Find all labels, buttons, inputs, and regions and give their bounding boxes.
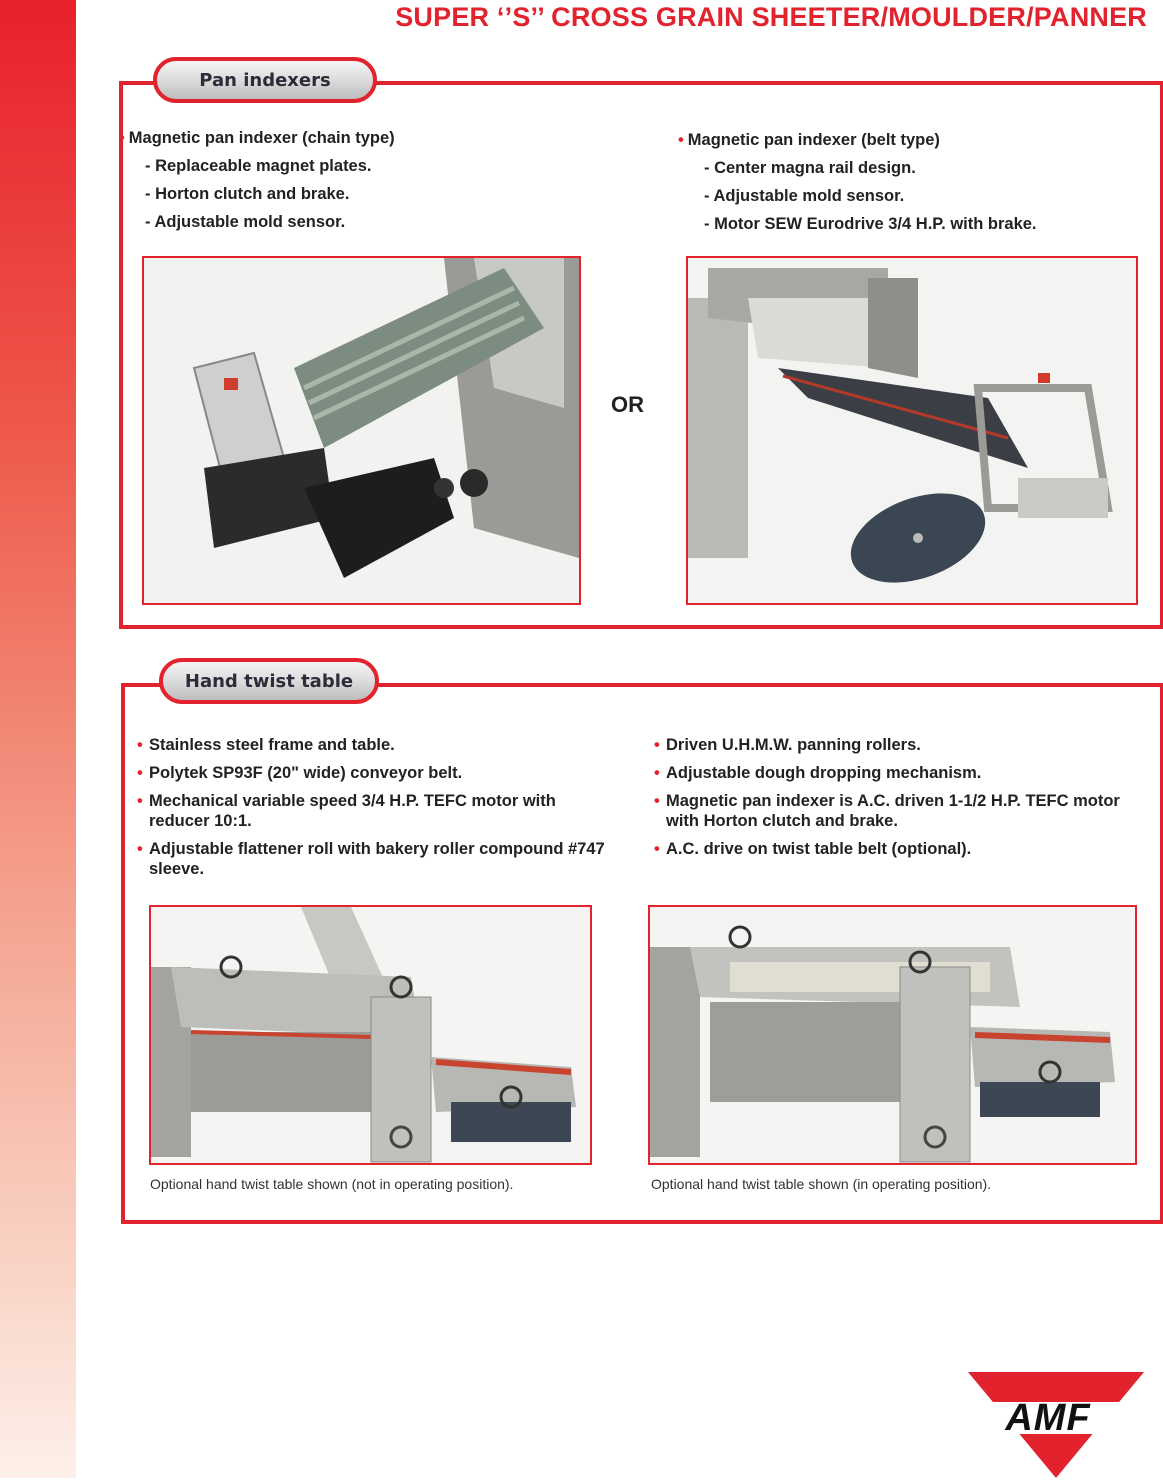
hand-twist-table-heading: Hand twist table xyxy=(159,658,379,704)
list-item: • Magnetic pan indexer is A.C. driven 1-1/2 H.P. TEFC motor with Horton clutch and brake. xyxy=(654,792,1120,830)
bullet: • xyxy=(119,129,125,147)
belt-indexer-point: - Motor SEW Eurodrive 3/4 H.P. with brake. xyxy=(704,215,1037,233)
belt-indexer-features xyxy=(678,126,1037,238)
chain-indexer-title: Magnetic pan indexer (chain type) xyxy=(128,129,395,147)
chain-indexer-point: - Replaceable magnet plates. xyxy=(145,157,372,175)
chain-indexer-features xyxy=(119,124,395,236)
chain-indexer-photo xyxy=(142,256,581,605)
twist-table-features-left xyxy=(137,735,617,887)
belt-indexer-photo xyxy=(686,256,1138,605)
svg-text:AMF: AMF xyxy=(1005,1397,1091,1439)
or-label: OR xyxy=(611,392,644,417)
twist-table-caption-not-operating: Optional hand twist table shown (not in operating position). xyxy=(150,1176,514,1192)
twist-table-caption-operating: Optional hand twist table shown (in operating position). xyxy=(651,1176,992,1192)
list-item: • Polytek SP93F (20" wide) conveyor belt. xyxy=(137,764,463,782)
amf-logo xyxy=(950,1372,1146,1478)
twist-table-photo-operating xyxy=(648,905,1137,1165)
twist-table-features-right xyxy=(654,735,1134,867)
bullet: • xyxy=(678,131,684,149)
list-item: • Mechanical variable speed 3/4 H.P. TEFC motor with reducer 10:1. xyxy=(137,792,556,830)
chain-indexer-point: - Adjustable mold sensor. xyxy=(145,213,346,231)
belt-indexer-title: Magnetic pan indexer (belt type) xyxy=(687,131,940,149)
list-item: • Adjustable flattener roll with bakery roller compound #747 sleeve. xyxy=(137,840,605,878)
list-item: • A.C. drive on twist table belt (optional). xyxy=(654,840,972,858)
belt-indexer-point: - Center magna rail design. xyxy=(704,159,916,177)
list-item: • Adjustable dough dropping mechanism. xyxy=(654,764,982,782)
list-item: • Stainless steel frame and table. xyxy=(137,736,395,754)
twist-table-photo-not-operating xyxy=(149,905,592,1165)
list-item: • Driven U.H.M.W. panning rollers. xyxy=(654,736,921,754)
page-title: SUPER ‘’S’’ CROSS GRAIN SHEETER/MOULDER/PANNER xyxy=(395,2,1147,32)
belt-indexer-point: - Adjustable mold sensor. xyxy=(704,187,905,205)
chain-indexer-point: - Horton clutch and brake. xyxy=(145,185,350,203)
side-color-strip xyxy=(0,0,76,1478)
pan-indexers-heading: Pan indexers xyxy=(153,57,377,103)
